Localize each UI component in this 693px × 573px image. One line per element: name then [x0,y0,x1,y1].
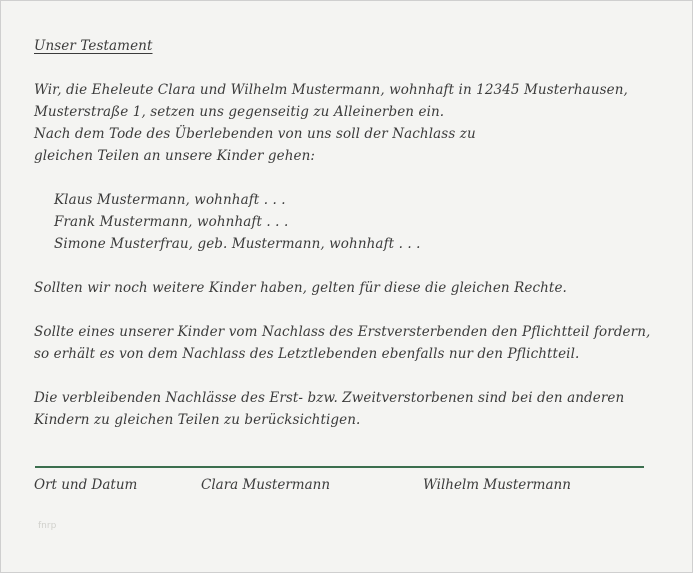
intro-line: Nach dem Tode des Überlebenden von uns soll der Nachlass zu [34,126,476,142]
remaining-estate-paragraph [34,387,664,431]
intro-line: Wir, die Eheleute Clara und Wilhelm Mustermann, wohnhaft in 12345 Musterhausen, [34,82,628,98]
child-entry: Klaus Mustermann, wohnhaft . . . [54,192,286,208]
child-entry: Simone Musterfrau, geb. Mustermann, wohnhaft . . . [54,236,421,252]
remaining-estate-line: Kindern zu gleichen Teilen zu berücksichtigen. [34,412,361,428]
document-title: Unser Testament [34,38,153,54]
intro-paragraph [34,79,664,167]
pflichtteil-line: so erhält es von dem Nachlass des Letztlebenden ebenfalls nur den Pflichtteil. [34,346,580,362]
signature-name-wilhelm: Wilhelm Mustermann [423,477,571,493]
intro-line: Musterstraße 1, setzen uns gegenseitig zu Alleinerben ein. [34,104,445,120]
intro-line: gleichen Teilen an unsere Kinder gehen: [34,148,316,164]
pflichtteil-line: Sollte eines unserer Kinder vom Nachlass des Erstversterbenden den Pflichtteil fordern, [34,324,651,340]
watermark: fnrp [38,521,57,531]
signature-name-clara: Clara Mustermann [201,477,331,493]
signature-rule [35,466,644,468]
child-entry: Frank Mustermann, wohnhaft . . . [54,214,289,230]
further-children-line: Sollten wir noch weitere Kinder haben, gelten für diese die gleichen Rechte. [34,280,567,296]
further-children-paragraph [34,277,664,299]
testament-text [34,35,664,453]
place-date-label: Ort und Datum [34,477,138,493]
remaining-estate-line: Die verbleibenden Nachlässe des Erst- bzw. Zweitverstorbenen sind bei den anderen [34,390,625,406]
children-list [54,189,664,255]
pflichtteil-paragraph [34,321,664,365]
